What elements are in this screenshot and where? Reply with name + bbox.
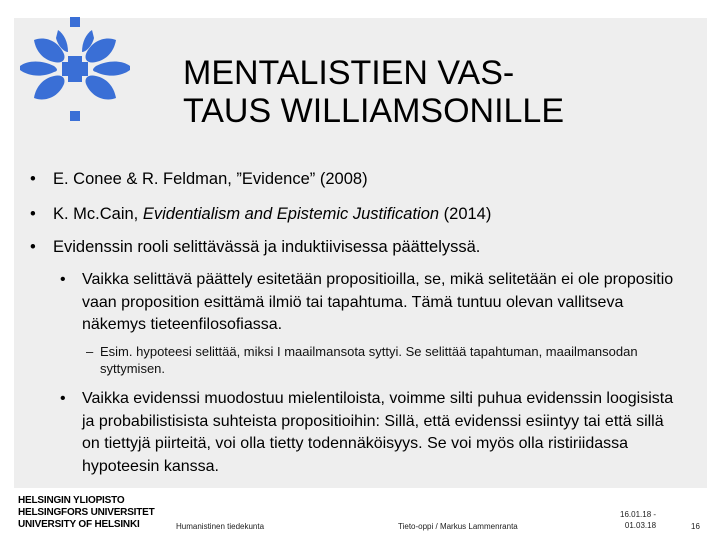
footer-date — [620, 510, 656, 530]
bullet-marker: • — [30, 205, 36, 223]
bullet-text-part: (2014) — [439, 205, 492, 223]
book-title: Evidentialism and Epistemic Justification — [142, 205, 440, 223]
bullet-text: Evidenssin rooli selittävässä ja induktiivisessa päättelyssä. — [53, 238, 481, 256]
sub-bullet-text: Vaikka evidenssi muodostuu mielentiloista, voimme silti puhua evidenssin loogisista ja probabilistisista suhteista propositioihin: Sillä, että evidenssi esiintyy tai että sillä on tiettyjä piirteitä, voi olla tietty todennäköisyys. Se voi myös olla ristiriidassa hypoteesin kanssa. — [82, 390, 674, 475]
footer-date-line-2: 01.03.18 — [624, 521, 657, 530]
university-name-en: UNIVERSITY OF HELSINKI — [18, 519, 140, 530]
bullet-marker: • — [30, 170, 36, 188]
footer-date-line-1: 16.01.18 - — [620, 510, 657, 519]
bullet-marker: • — [30, 238, 36, 256]
bullet-text-part: K. Mc.Cain, — [53, 205, 143, 223]
university-name-fi: HELSINGIN YLIOPISTO — [18, 495, 125, 506]
bullet-text: E. Conee & R. Feldman, ”Evidence” (2008) — [53, 170, 368, 188]
slide-title — [183, 54, 683, 130]
bullet-text — [53, 204, 491, 224]
footer-author: Tieto-oppi / Markus Lammenranta — [398, 522, 518, 531]
slide-title-line-1: MENTALISTIEN VAS- — [183, 54, 515, 92]
sub-bullet-text: Vaikka selittävä päättely esitetään propositioilla, se, mikä selitetään ei ole propositio vaan proposition esittämä ilmiö tai tapahtuma. Tämä tuntuu olevan vallitseva näkemys tieteenfilosofiassa. — [82, 271, 674, 333]
bullet-marker: • — [60, 390, 66, 407]
page-number: 16 — [691, 522, 700, 531]
footer-faculty: Humanistinen tiedekunta — [176, 522, 265, 531]
university-name — [18, 495, 155, 531]
slide-title-line-2: TAUS WILLIAMSONILLE — [183, 92, 565, 130]
university-logo-icon — [14, 14, 136, 124]
sub-sub-bullet-text: Esim. hypoteesi selittää, miksi I maailmansota syttyi. Se selittää tapahtuman, maailmansodan syttymisen. — [100, 344, 638, 376]
bullet-marker: • — [60, 271, 66, 288]
university-name-sv: HELSINGFORS UNIVERSITET — [18, 507, 155, 518]
bullet-marker: – — [86, 344, 94, 359]
